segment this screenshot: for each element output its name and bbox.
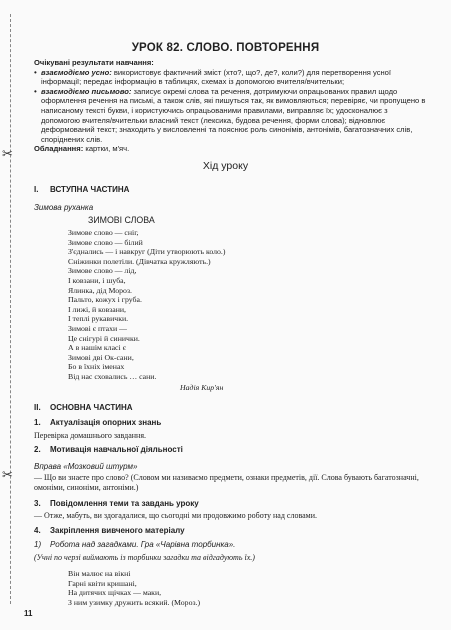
- exercise-label: Вправа «Мозковий штурм»: [34, 462, 138, 471]
- poem-line: Це снігурі й синички.: [68, 333, 140, 343]
- poem-line: Бо в їхніх іменах: [68, 362, 125, 372]
- section-heading: I. ВСТУПНА ЧАСТИНА: [34, 185, 130, 194]
- scissors-icon: ✂: [2, 467, 13, 482]
- poem: [68, 228, 225, 382]
- bullet-icon: •: [34, 67, 37, 77]
- poem-line: Пальто, кожух і груба.: [68, 295, 142, 305]
- subsection-body: — Отже, мабуть, ви здогадалися, що сьогодні ми продовжимо роботу над словами.: [34, 511, 318, 520]
- riddle-line: На дитячих щічках — маки,: [68, 588, 162, 598]
- oral-label: взаємодіємо усно:: [41, 67, 112, 77]
- riddle-line: З ним узимку дружить всякий. (Мороз.): [68, 597, 201, 607]
- warmup-label: Зимова руханка: [34, 203, 94, 212]
- poem-author: Надія Кир'ян: [180, 383, 224, 392]
- section-heading: II. ОСНОВНА ЧАСТИНА: [34, 403, 133, 412]
- poem-line: Зимові дві Ок-сани,: [68, 352, 134, 362]
- written-text: записує окремі слова та речення, дотримуючи опрацьованих правил щодо оформлення речення на письмі, а також слів, які пишуться так, як вимовляються; перевіряє, чи пропущено в написаному тексті букви, і користуючись опрацьованими правилами, виправляє їх; удосконалює з допомогою вчителя/вчительки власний текст (лексика, будова речення, форми слова); відновлює деформований текст; знаходить у висловленні та пояснює роль синонімів, антонімів, багатозначних слів, споріднених слів.: [41, 86, 426, 144]
- written-outcome: [34, 87, 428, 145]
- riddle: [68, 569, 200, 607]
- poem-line: Сніжинки полетіли. (Дівчатка кружляють.): [68, 256, 211, 266]
- poem-title: ЗИМОВІ СЛОВА: [88, 215, 155, 225]
- subsection-body: Перевірка домашнього завдання.: [34, 431, 146, 440]
- task-instruction: (Учні по черзі виймають із торбинки загадки та відгадують їх.): [34, 553, 255, 562]
- page-title: УРОК 82. СЛОВО. ПОВТОРЕННЯ: [131, 42, 320, 54]
- equipment-text: картки, м'яч.: [85, 144, 130, 154]
- equipment-label: Обладнання:: [34, 144, 84, 154]
- subsection-heading: 2. Мотивація навчальної діяльності: [34, 445, 183, 454]
- subsection-heading: 4. Закріплення вивченого матеріалу: [34, 526, 185, 535]
- task-heading: 1) Робота над загадками. Гра «Чарівна торбинка».: [34, 540, 236, 549]
- poem-line: І лижі, й ковзани,: [68, 304, 126, 314]
- poem-line: І ковзани, і шуба,: [68, 275, 126, 285]
- page-number: 11: [24, 609, 33, 618]
- lesson-heading: Хід уроку: [202, 160, 249, 172]
- riddle-line: Він малює на вікні: [68, 569, 131, 578]
- poem-line: Зимове слово — білий: [68, 237, 143, 247]
- bullet-icon: •: [34, 86, 37, 96]
- oral-text: використовує фактичний зміст (хто?, що?, де?, коли?) для перетворення усної інформації; передає інформацію в таблицях, схемах із допомогою вчителя/вчительки;: [41, 67, 392, 87]
- brainstorm-text: — Що ви знаєте про слово? (Словом ми називаємо предмети, ознаки предметів, дії. Слова бувають багатозначні, омоніми, синоніми, антоніми.): [34, 473, 419, 492]
- scissors-icon: ✂: [2, 146, 13, 161]
- subsection-heading: 3. Повідомлення теми та завдань уроку: [34, 499, 199, 508]
- poem-line: Зимове слово — лід,: [68, 266, 137, 276]
- outcomes-label: Очікувані результати навчання:: [34, 58, 154, 67]
- poem-line: З'єднались — і навкруг (Діти утворюють коло.): [68, 247, 226, 257]
- poem-line: Зимові є птахи —: [68, 323, 127, 333]
- cut-line: [10, 14, 11, 604]
- oral-outcome: [34, 68, 428, 87]
- subsection-heading: 1. Актуалізація опорних знань: [34, 418, 162, 427]
- poem-line: Зимове слово — сніг,: [68, 228, 139, 237]
- riddle-line: Гарні квіти кришані,: [68, 578, 137, 588]
- written-label: взаємодіємо письмово:: [41, 86, 132, 96]
- poem-line: І теплі рукавички.: [68, 314, 129, 324]
- poem-line: Ялинка, дід Мороз.: [68, 285, 132, 295]
- equipment: [34, 144, 428, 154]
- learning-outcomes: [34, 58, 428, 154]
- poem-line: Від нас сховались … сани.: [68, 371, 157, 381]
- poem-line: А в нашім класі є: [68, 343, 126, 353]
